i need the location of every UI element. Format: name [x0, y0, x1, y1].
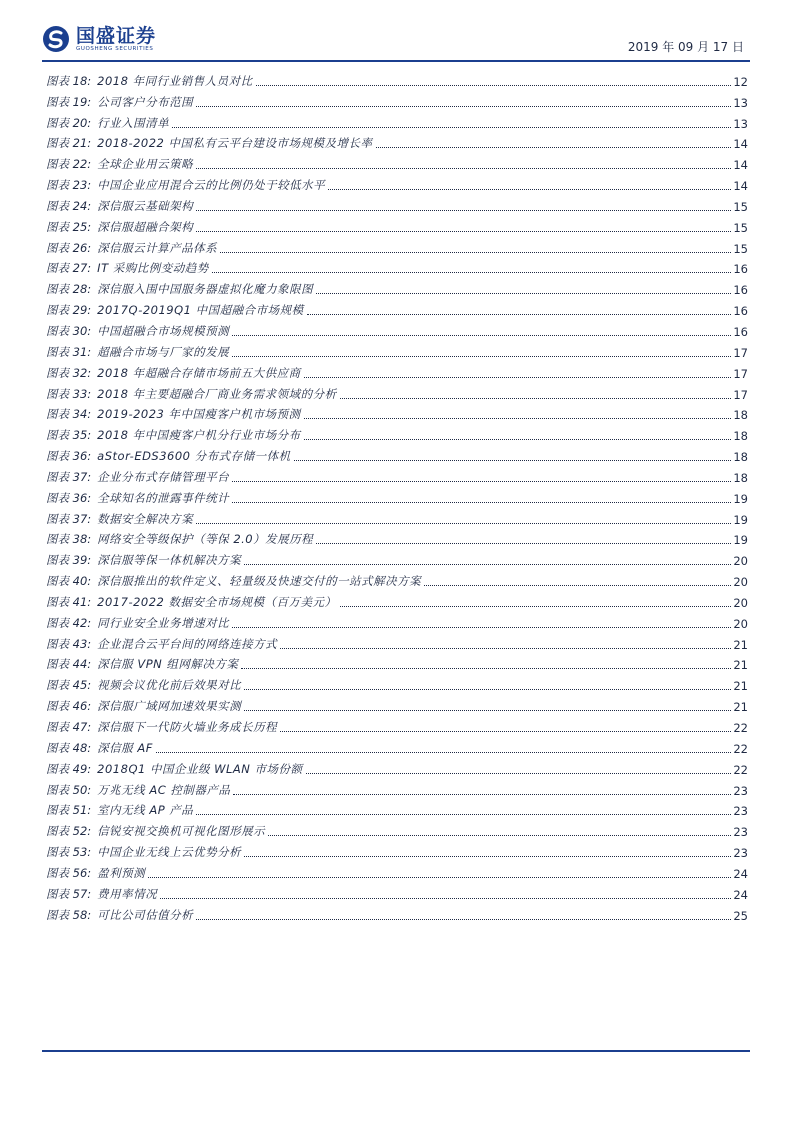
toc-entry[interactable] — [46, 818, 748, 839]
toc-entry-title[interactable]: 公司客户分布范围 — [97, 94, 194, 109]
toc-entry-title[interactable]: 企业分布式存储管理平台 — [97, 469, 230, 484]
toc-entry[interactable] — [46, 318, 748, 339]
toc-leader-dots — [196, 231, 731, 232]
toc-figure-label: 图表 52: — [46, 824, 92, 839]
toc-page-number[interactable]: 12 — [733, 74, 748, 89]
toc-entry[interactable] — [46, 693, 748, 714]
toc-figure-label: 图表 19: — [46, 94, 92, 109]
toc-entry-title[interactable]: 数据安全解决方案 — [97, 511, 194, 526]
toc-figure-label: 图表 18: — [46, 73, 92, 88]
toc-page-number[interactable]: 18 — [733, 429, 748, 444]
toc-figure-label: 图表 41: — [46, 594, 92, 609]
toc-figure-label: 图表 36: — [46, 490, 92, 505]
toc-leader-dots — [340, 606, 732, 607]
toc-figure-label: 图表 37: — [46, 469, 92, 484]
toc-page-number[interactable]: 19 — [733, 533, 748, 548]
toc-figure-label: 图表 23: — [46, 178, 92, 193]
toc-entry-title[interactable]: 同行业安全业务增速对比 — [97, 615, 230, 630]
toc-leader-dots — [233, 794, 731, 795]
toc-entry-title[interactable]: 2018Q1 中国企业级 WLAN 市场份额 — [97, 761, 303, 776]
toc-figure-label: 图表 22: — [46, 157, 92, 172]
report-date: 2019 年 09 月 17 日 — [627, 40, 744, 54]
toc-figure-label: 图表 25: — [46, 219, 92, 234]
toc-leader-dots — [256, 85, 732, 86]
toc-entry[interactable] — [46, 881, 748, 902]
brand-name-cn: 国盛证券 — [76, 24, 157, 47]
toc-entry[interactable] — [46, 68, 748, 89]
toc-leader-dots — [232, 356, 731, 357]
toc-entry-title[interactable]: 费用率情况 — [97, 886, 158, 901]
brand-name-en: GUOSHENG SECURITIES — [76, 45, 154, 52]
toc-leader-dots — [160, 898, 731, 899]
toc-page-number[interactable]: 23 — [733, 804, 748, 819]
toc-leader-dots — [172, 127, 731, 128]
toc-leader-dots — [196, 919, 731, 920]
toc-entry-title[interactable]: 深信服入围中国服务器虚拟化魔力象限图 — [97, 282, 314, 297]
toc-entry[interactable] — [46, 506, 748, 527]
toc-entry-title[interactable]: aStor-EDS3600 分布式存储一体机 — [97, 449, 291, 464]
toc-entry-title[interactable]: 超融合市场与厂家的发展 — [97, 344, 230, 359]
toc-leader-dots — [148, 877, 731, 878]
toc-page-number[interactable]: 16 — [733, 304, 748, 319]
toc-page-number[interactable]: 21 — [733, 700, 748, 715]
toc-page-number[interactable]: 17 — [733, 345, 748, 360]
toc-entry[interactable] — [46, 902, 748, 923]
toc-figure-label: 图表 43: — [46, 636, 92, 651]
brand-logo — [42, 22, 156, 56]
toc-figure-label: 图表 33: — [46, 386, 92, 401]
toc-entry[interactable] — [46, 235, 748, 256]
toc-page-number[interactable]: 19 — [733, 491, 748, 506]
toc-entry-title[interactable]: 2018 年超融合存储市场前五大供应商 — [97, 365, 301, 380]
toc-entry-title[interactable]: 2018 年主要超融合厂商业务需求领域的分析 — [97, 386, 337, 401]
toc-figure-label: 图表 42: — [46, 615, 92, 630]
toc-entry[interactable] — [46, 568, 748, 589]
toc-leader-dots — [196, 106, 731, 107]
toc-leader-dots — [232, 481, 731, 482]
toc-page-number[interactable]: 23 — [733, 846, 748, 861]
toc-figure-label: 图表 30: — [46, 323, 92, 338]
toc-entry-title[interactable]: 2018-2022 中国私有云平台建设市场规模及增长率 — [97, 136, 373, 151]
toc-entry[interactable] — [46, 672, 748, 693]
toc-leader-dots — [328, 189, 731, 190]
toc-figure-label: 图表 49: — [46, 761, 92, 776]
toc-figure-label: 图表 57: — [46, 886, 92, 901]
toc-figure-label: 图表 34: — [46, 407, 92, 422]
toc-page-number[interactable]: 16 — [733, 324, 748, 339]
toc-leader-dots — [340, 398, 732, 399]
toc-entry-title[interactable]: 信锐安视交换机可视化图形展示 — [97, 824, 266, 839]
toc-entry[interactable] — [46, 276, 748, 297]
toc-entry-title[interactable]: 全球知名的泄露事件统计 — [97, 490, 230, 505]
toc-figure-label: 图表 47: — [46, 720, 92, 734]
toc-page-number[interactable]: 16 — [733, 262, 748, 277]
toc-entry-title[interactable]: 深信服等保一体机解决方案 — [97, 553, 242, 568]
toc-entry-title[interactable]: 中国超融合市场规模预测 — [97, 323, 230, 338]
toc-entry-title[interactable]: 企业混合云平台间的网络连接方式 — [97, 636, 278, 651]
toc-entry[interactable] — [46, 547, 748, 568]
toc-entry[interactable] — [46, 631, 748, 652]
toc-entry-title[interactable]: 深信服推出的软件定义、轻量级及快速交付的一站式解决方案 — [97, 574, 422, 589]
toc-leader-dots — [196, 168, 731, 169]
toc-entry[interactable] — [46, 110, 748, 131]
toc-figure-label: 图表 20: — [46, 115, 92, 130]
toc-page-number[interactable]: 21 — [733, 679, 748, 694]
toc-page-number[interactable]: 13 — [733, 95, 748, 110]
toc-entry-title[interactable]: 2018 年中国瘦客户机分行业市场分布 — [97, 428, 301, 443]
toc-leader-dots — [196, 210, 731, 211]
toc-entry[interactable] — [46, 860, 748, 881]
toc-entry-title[interactable]: 深信服云基础架构 — [97, 198, 194, 213]
toc-leader-dots — [304, 439, 732, 440]
toc-entry-title[interactable]: 2017Q-2019Q1 中国超融合市场规模 — [97, 303, 304, 318]
toc-entry[interactable] — [46, 485, 748, 506]
toc-page-number[interactable]: 13 — [733, 116, 748, 131]
toc-entry[interactable] — [46, 714, 748, 735]
toc-page-number[interactable]: 17 — [733, 387, 748, 402]
toc-entry[interactable] — [46, 527, 748, 548]
toc-leader-dots — [196, 814, 731, 815]
toc-figure-label: 图表 39: — [46, 553, 92, 568]
toc-figure-label: 图表 26: — [46, 240, 92, 255]
toc-leader-dots — [307, 314, 732, 315]
toc-entry-title[interactable]: 中国企业无线上云优势分析 — [97, 845, 242, 860]
toc-entry-title[interactable]: 深信服广域网加速效果实测 — [97, 699, 242, 714]
toc-figure-label: 图表 53: — [46, 845, 92, 860]
toc-page-number[interactable]: 15 — [733, 220, 748, 235]
toc-entry[interactable] — [46, 339, 748, 360]
toc-entry-title[interactable]: 可比公司估值分析 — [97, 907, 194, 922]
toc-entry-title[interactable]: 深信服超融合架构 — [97, 219, 194, 234]
toc-leader-dots — [232, 627, 731, 628]
toc-entry[interactable] — [46, 89, 748, 110]
toc-leader-dots — [376, 147, 732, 148]
toc-page-number[interactable]: 20 — [733, 595, 748, 610]
toc-figure-label: 图表 51: — [46, 803, 92, 818]
toc-leader-dots — [244, 856, 731, 857]
toc-page-number[interactable]: 19 — [733, 512, 748, 527]
toc-entry-title[interactable]: 深信服 VPN 组网解决方案 — [97, 657, 239, 672]
toc-page-number[interactable]: 21 — [733, 658, 748, 673]
toc-leader-dots — [241, 668, 731, 669]
toc-entry[interactable] — [46, 589, 748, 610]
toc-leader-dots — [316, 543, 731, 544]
toc-leader-dots — [304, 377, 732, 378]
header-divider — [42, 60, 750, 62]
toc-figure-label: 图表 21: — [46, 136, 92, 151]
toc-leader-dots — [212, 272, 732, 273]
toc-page-number[interactable]: 24 — [733, 866, 748, 881]
toc-entry-title[interactable]: 深信服 AF — [97, 740, 153, 755]
figure-index-list — [46, 68, 748, 923]
toc-figure-label: 图表 29: — [46, 303, 92, 318]
toc-leader-dots — [156, 752, 732, 753]
toc-leader-dots — [232, 335, 731, 336]
toc-page-number[interactable]: 18 — [733, 408, 748, 423]
toc-figure-label: 图表 58: — [46, 907, 92, 922]
toc-page-number[interactable]: 14 — [733, 179, 748, 194]
toc-page-number[interactable]: 16 — [733, 283, 748, 298]
toc-entry[interactable] — [46, 381, 748, 402]
toc-entry[interactable] — [46, 464, 748, 485]
toc-entry-title[interactable]: 万兆无线 AC 控制器产品 — [97, 782, 231, 797]
toc-entry-title[interactable]: 盈利预测 — [97, 865, 146, 880]
toc-leader-dots — [244, 689, 731, 690]
toc-entry[interactable] — [46, 193, 748, 214]
guosheng-logo-icon — [42, 25, 70, 53]
toc-page-number[interactable]: 15 — [733, 199, 748, 214]
toc-entry[interactable] — [46, 777, 748, 798]
toc-entry-title[interactable]: 深信服云计算产品体系 — [97, 240, 218, 255]
brand-text — [76, 26, 156, 53]
toc-figure-label: 图表 46: — [46, 699, 92, 714]
toc-leader-dots — [220, 252, 731, 253]
toc-entry[interactable] — [46, 610, 748, 631]
toc-page-number[interactable]: 22 — [733, 721, 748, 735]
toc-figure-label: 图表 40: — [46, 574, 92, 589]
toc-leader-dots — [232, 502, 731, 503]
toc-leader-dots — [196, 523, 731, 524]
toc-figure-label: 图表 28: — [46, 282, 92, 297]
toc-page-number[interactable]: 21 — [733, 637, 748, 652]
toc-page-number[interactable]: 24 — [733, 887, 748, 902]
toc-page-number[interactable]: 14 — [733, 158, 748, 173]
toc-figure-label: 图表 36: — [46, 449, 92, 464]
toc-entry[interactable] — [46, 256, 748, 277]
toc-figure-label: 图表 32: — [46, 365, 92, 380]
toc-entry[interactable] — [46, 443, 748, 464]
toc-figure-label: 图表 48: — [46, 740, 92, 755]
toc-leader-dots — [244, 710, 731, 711]
page-header — [42, 22, 750, 60]
toc-leader-dots — [280, 648, 731, 649]
toc-page-number[interactable]: 20 — [733, 575, 748, 590]
toc-entry[interactable] — [46, 735, 748, 756]
toc-figure-label: 图表 50: — [46, 782, 92, 797]
toc-figure-label: 图表 31: — [46, 344, 92, 359]
toc-entry[interactable] — [46, 151, 748, 172]
toc-figure-label: 图表 37: — [46, 511, 92, 526]
toc-entry[interactable] — [46, 402, 748, 423]
toc-leader-dots — [294, 460, 732, 461]
toc-figure-label: 图表 56: — [46, 865, 92, 880]
toc-leader-dots — [280, 731, 731, 732]
toc-entry[interactable] — [46, 214, 748, 235]
toc-figure-label: 图表 45: — [46, 678, 92, 693]
toc-leader-dots — [304, 418, 732, 419]
toc-entry-title[interactable]: IT 采购比例变动趋势 — [97, 261, 209, 276]
toc-entry[interactable] — [46, 172, 748, 193]
toc-entry-title[interactable]: 2018 年同行业销售人员对比 — [97, 73, 253, 88]
toc-leader-dots — [424, 585, 731, 586]
toc-entry-title[interactable]: 2017-2022 数据安全市场规模（百万美元） — [97, 594, 337, 609]
toc-page-number[interactable]: 20 — [733, 554, 748, 569]
toc-page-number[interactable]: 17 — [733, 366, 748, 381]
toc-leader-dots — [244, 564, 731, 565]
toc-entry-title[interactable]: 行业入围清单 — [97, 115, 170, 130]
toc-entry[interactable] — [46, 756, 748, 777]
toc-page-number[interactable]: 25 — [733, 908, 748, 923]
toc-leader-dots — [268, 835, 731, 836]
toc-entry-title[interactable]: 室内无线 AP 产品 — [97, 803, 194, 818]
toc-entry[interactable] — [46, 798, 748, 819]
toc-figure-label: 图表 38: — [46, 532, 92, 547]
toc-figure-label: 图表 44: — [46, 657, 92, 672]
toc-page-number[interactable]: 20 — [733, 616, 748, 631]
toc-figure-label: 图表 24: — [46, 198, 92, 213]
toc-entry-title[interactable]: 深信服下一代防火墙业务成长历程 — [97, 720, 278, 734]
toc-entry-title[interactable]: 中国企业应用混合云的比例仍处于较低水平 — [97, 178, 326, 193]
toc-page-number[interactable]: 15 — [733, 241, 748, 256]
toc-page-number[interactable]: 18 — [733, 450, 748, 465]
footer-divider — [42, 1050, 750, 1052]
toc-entry[interactable] — [46, 652, 748, 673]
toc-entry-title[interactable]: 网络安全等级保护（等保 2.0）发展历程 — [97, 532, 314, 547]
toc-leader-dots — [306, 773, 732, 774]
toc-entry[interactable] — [46, 422, 748, 443]
toc-page-number[interactable]: 23 — [733, 783, 748, 798]
toc-entry[interactable] — [46, 360, 748, 381]
toc-leader-dots — [316, 293, 731, 294]
toc-page-number[interactable]: 18 — [733, 470, 748, 485]
toc-entry[interactable] — [46, 297, 748, 318]
toc-entry-title[interactable]: 视频会议优化前后效果对比 — [97, 678, 242, 693]
toc-entry-title[interactable]: 全球企业用云策略 — [97, 157, 194, 172]
toc-page-number[interactable]: 14 — [733, 137, 748, 152]
toc-entry-title[interactable]: 2019-2023 年中国瘦客户机市场预测 — [97, 407, 301, 422]
toc-entry[interactable] — [46, 839, 748, 860]
toc-entry[interactable] — [46, 131, 748, 152]
toc-figure-label: 图表 35: — [46, 428, 92, 443]
toc-page-number[interactable]: 23 — [733, 825, 748, 840]
toc-figure-label: 图表 27: — [46, 261, 92, 276]
toc-page-number[interactable]: 22 — [733, 741, 748, 756]
toc-page-number[interactable]: 22 — [733, 762, 748, 777]
